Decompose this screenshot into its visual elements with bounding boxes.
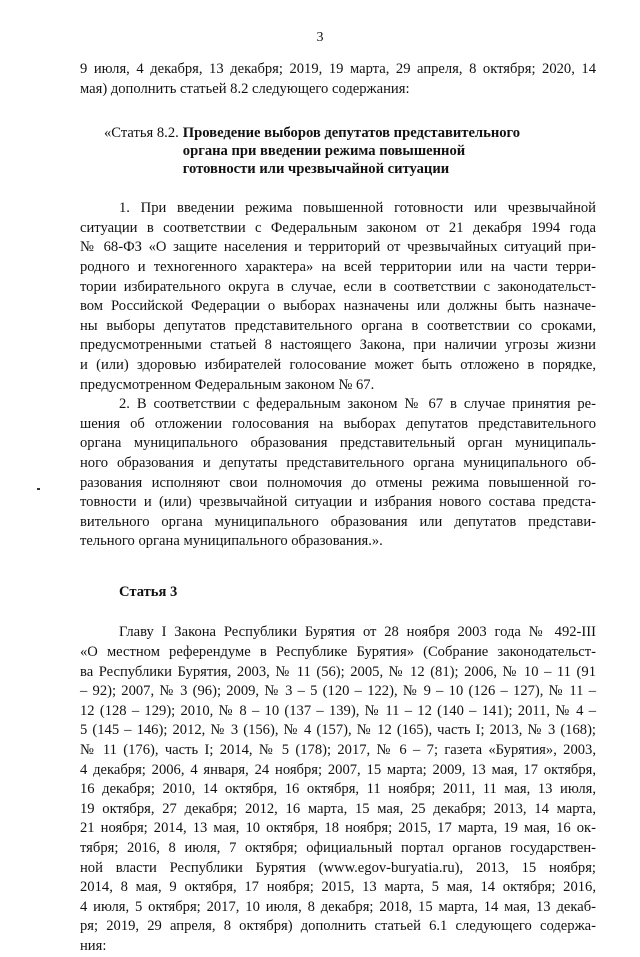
text-line: – 92); 2007, № 3 (96); 2009, № 3 – 5 (120 – 122), № 9 – 10 (126 – 127), № 11 – [80,683,596,700]
document-body [80,60,596,957]
text-line: товности и (или) чрезвычайной ситуации и избрания нового состава предста- [80,494,596,511]
text-line: 5 (145 – 146); 2012, № 3 (156), № 4 (157), № 12 (165), часть I; 2013, № 3 (168); [80,722,596,739]
text-line: мая) дополнить статьей 8.2 следующего содержания: [80,80,410,97]
paragraph-2 [80,395,596,552]
text-line: родного и техногенного характера» на всей территории или на части терри- [80,258,596,275]
text-line: 1. При введении режима повышенной готовности или чрезвычайной [119,200,596,217]
text-line: разования исполняют свои полномочия до отмены режима повышенной го- [80,474,596,491]
text-line: ной власти Республики Бурятия (www.egov-buryatia.ru), 2013, 15 ноября; [80,859,596,876]
text-line: 2014, 8 мая, 9 октября, 17 ноября; 2015, 13 марта, 5 мая, 14 октября; 2016, [80,879,596,896]
text-line: 4 декабря; 2006, 4 января, 24 ноября; 2007, 15 марта; 2009, 13 мая, 17 октября, [80,761,596,778]
text-line: 12 (128 – 129); 2010, № 8 – 10 (137 – 139), № 11 – 12 (140 – 141); 2011, № 4 – [80,702,596,719]
intro-paragraph [80,60,596,99]
text-line: тории избирательного округа в случае, если в соответствии с законодательст- [80,278,596,295]
paragraph-3 [80,623,596,956]
title-line: готовности или чрезвычайной ситуации [182,161,450,178]
article-8-2-title [183,124,520,178]
article-8-2-number: «Статья 8.2. [104,125,179,142]
text-line: и (или) здоровью избирателей голосование может быть отложено в порядке, [80,356,596,373]
title-line: органа при введении режима повышенной [182,143,466,160]
text-line: 19 октября, 27 декабря; 2012, 16 марта, 15 мая, 25 декабря; 2013, 14 марта, [80,800,596,817]
text-line: ситуации в соответствии с Федеральным законом от 21 декабря 1994 года [80,219,596,236]
paragraph-1 [80,199,596,395]
text-line: тября; 2016, 8 июля, 7 октября; официальный портал органов государствен- [80,840,596,856]
text-line: вом Российской Федерации о выборах назначены или должны быть назначе- [80,298,596,315]
text-line: Главу I Закона Республики Бурятия от 28 ноября 2003 года № 492-III [119,624,596,641]
text-line: ного образования и депутаты представительного органа муниципального об- [80,454,596,471]
text-line: предусмотренными статьей 8 настоящего Закона, при наличии угрозы жизни [80,337,596,354]
article-3-heading: Статья 3 [119,583,178,600]
text-line: 4 июля, 5 октября; 2017, 10 июля, 8 декабря; 2018, 15 марта, 14 мая, 13 декаб- [80,898,596,915]
scan-speck [37,488,40,490]
text-line: 2. В соответствии с федеральным законом № 67 в случае принятия ре- [119,396,596,413]
text-line: шения об отложении голосования на выборах депутатов представительного [80,415,596,432]
page-number: 3 [316,30,324,45]
text-line: предусмотренном Федеральным законом № 67. [80,376,375,393]
text-line: ва Республики Бурятия, 2003, № 11 (56); 2005, № 12 (81); 2006, № 10 – 11 (91 [80,663,596,680]
text-line: ния: [80,937,107,954]
text-line: органа муниципального образования представительный орган муниципаль- [80,435,596,452]
article-8-2-heading [80,124,596,178]
title-line: Проведение выборов депутатов представительного [182,125,521,142]
text-line: 9 июля, 4 декабря, 13 декабря; 2019, 19 марта, 29 апреля, 8 октября; 2020, 14 [80,61,596,77]
text-line: № 11 (176), часть I; 2014, № 5 (178); 2017, № 6 – 7; газета «Бурятия», 2003, [80,742,596,759]
text-line: ны выборы депутатов представительного органа в соответствии со сроками, [80,317,596,334]
text-line: ря; 2019, 29 апреля, 8 октября) дополнить статьей 6.1 следующего содержа- [80,918,596,935]
text-line: тельного органа муниципального образования.». [80,533,383,550]
text-line: 16 декабря; 2010, 14 октября, 16 октября, 11 ноября; 2011, 11 мая, 13 июля, [80,781,596,798]
text-line: № 68-ФЗ «О защите населения и территорий от чрезвычайных ситуаций при- [80,239,596,256]
text-line: 21 ноября; 2014, 13 мая, 10 октября, 18 ноября; 2015, 17 марта, 19 мая, 16 ок- [80,820,596,837]
text-line: вительного органа муниципального образования или депутатов представи- [80,513,596,530]
text-line: «О местном референдуме в Республике Бурятия» (Собрание законодательст- [80,644,596,661]
